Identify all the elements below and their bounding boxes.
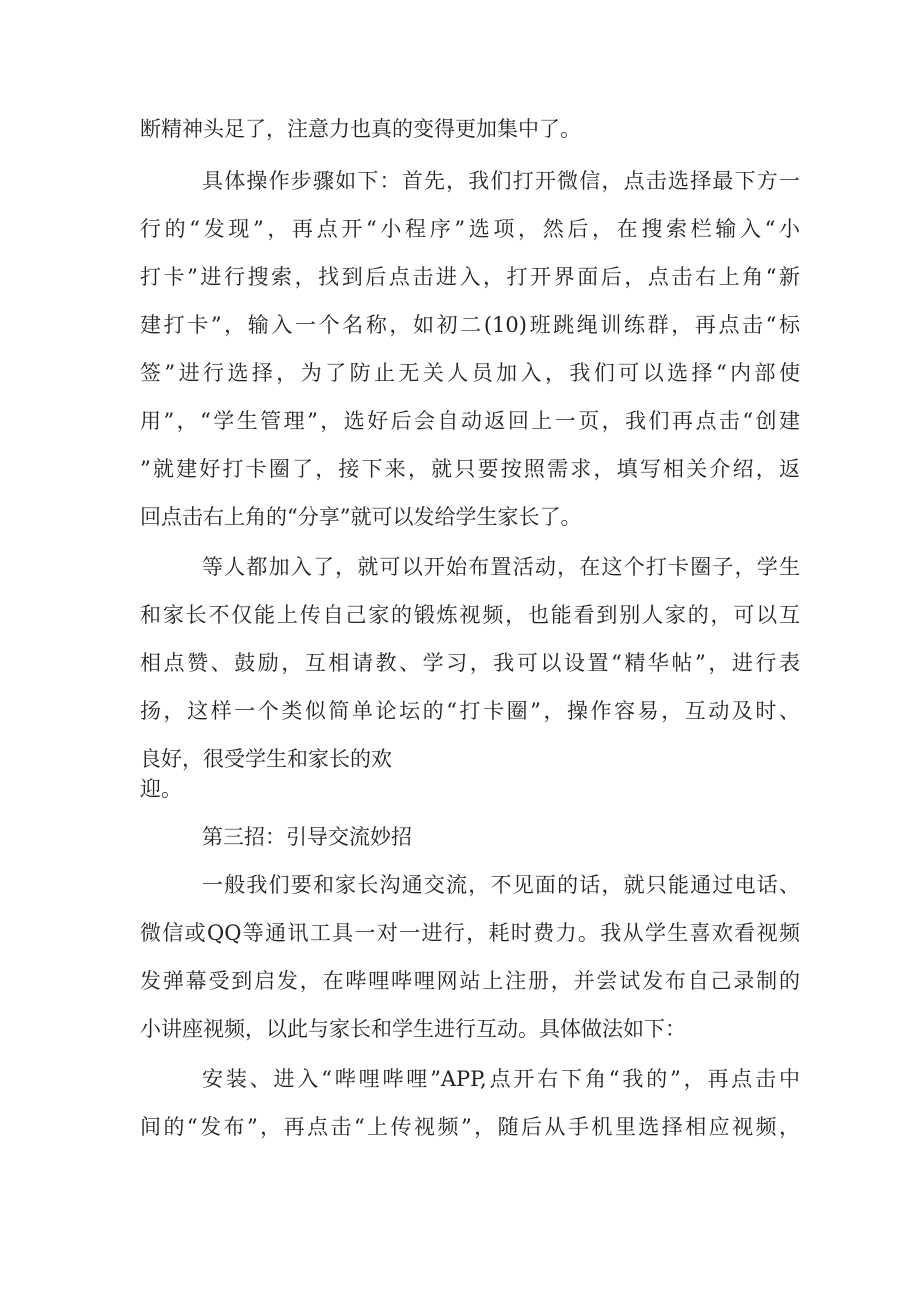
text-line: 小讲座视频，以此与家长和学生进行互动。具体做法如下： xyxy=(140,1017,686,1041)
text-line: 断精神头足了，注意力也真的变得更加集中了。 xyxy=(140,117,581,141)
text-line: 一般我们要和家长沟通交流，不见面的话，就只能通过电话、 xyxy=(202,873,800,897)
text-line: 行的“发现”，再点开“小程序”选项，然后，在搜索栏输入“小 xyxy=(140,217,800,241)
text-line: 和家长不仅能上传自己家的锻炼视频，也能看到别人家的，可以互 xyxy=(140,603,800,627)
section-heading: 第三招：引导交流妙招 xyxy=(202,825,412,849)
text-line: 打卡”进行搜索，找到后点击进入，打开界面后，点击右上角“新 xyxy=(140,265,800,289)
text-line: 良好，很受学生和家长的欢 xyxy=(140,747,392,771)
text-line: 具体操作步骤如下：首先，我们打开微信，点击选择最下方一 xyxy=(202,169,800,193)
text-line: 迎。 xyxy=(140,777,182,801)
text-line: 发弹幕受到启发，在哔哩哔哩网站上注册，并尝试发布自己录制的 xyxy=(140,969,800,993)
text-line: 微信或QQ等通讯工具一对一进行，耗时费力。我从学生喜欢看视频 xyxy=(140,921,800,945)
text-line: ”就建好打卡圈了，接下来，就只要按照需求，填写相关介绍，返 xyxy=(140,457,800,481)
text-line: 扬，这样一个类似简单论坛的“打卡圈”，操作容易，互动及时、 xyxy=(140,699,800,723)
text-line: 签”进行选择，为了防止无关人员加入，我们可以选择“内部使 xyxy=(140,361,800,385)
text-line: 等人都加入了，就可以开始布置活动，在这个打卡圈子，学生 xyxy=(202,555,800,579)
text-line: 建打卡”，输入一个名称，如初二(10)班跳绳训练群，再点击“标 xyxy=(140,313,800,337)
text-line: 间的“发布”，再点击“上传视频”，随后从手机里选择相应视频， xyxy=(140,1115,800,1139)
text-line: 回点击右上角的“分享”就可以发给学生家长了。 xyxy=(140,505,582,529)
text-line: 安装、进入“哔哩哔哩”APP,点开右下角“我的”，再点击中 xyxy=(202,1067,800,1091)
text-line: 用”，“学生管理”，选好后会自动返回上一页，我们再点击“创建 xyxy=(140,409,800,433)
text-line: 相点赞、鼓励，互相请教、学习，我可以设置“精华帖”，进行表 xyxy=(140,651,800,675)
